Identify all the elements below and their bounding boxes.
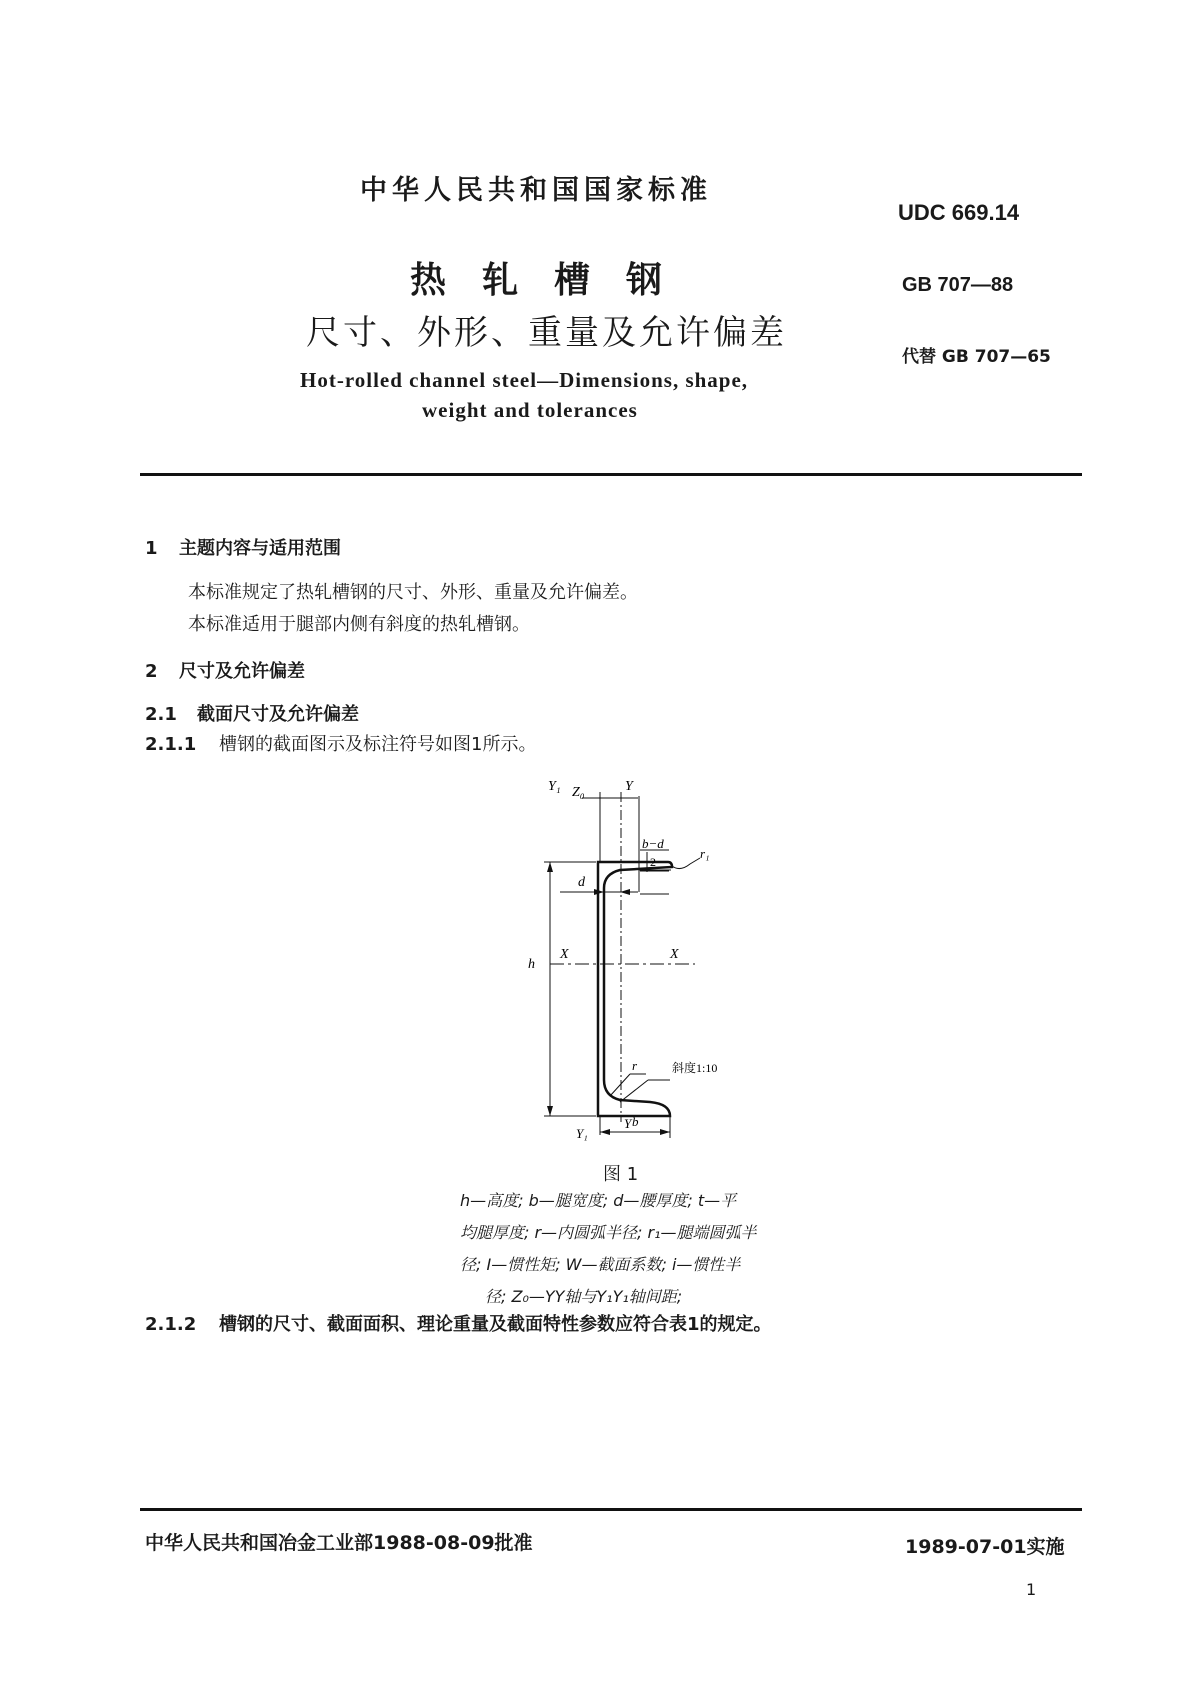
label-b: b: [632, 1114, 639, 1129]
r-leader: [610, 1074, 630, 1096]
section-2-1-2-paragraph: [145, 1310, 772, 1336]
label-r1: r₁: [700, 846, 710, 861]
section-2-1-1-text: 槽钢的截面图示及标注符号如图1所示。: [219, 734, 537, 755]
label-z0: Z₀: [572, 785, 585, 800]
section-2-1-title: 截面尺寸及允许偏差: [197, 704, 359, 725]
figure-legend-line-4: 径; Z₀—YY轴与Y₁Y₁轴间距;: [485, 1287, 683, 1306]
label-y1-bottom: Y₁: [576, 1126, 588, 1141]
section-1-paragraph-2: 本标准适用于腿部内侧有斜度的热轧槽钢。: [188, 614, 530, 635]
channel-section-figure: [520, 780, 760, 1142]
slope-leader: [620, 1080, 648, 1102]
section-1-heading: [145, 534, 341, 560]
label-y-bottom: Y: [624, 1116, 632, 1131]
label-h: h: [528, 957, 535, 972]
section-2-title: 尺寸及允许偏差: [179, 661, 305, 682]
section-2-heading: [145, 657, 305, 683]
udc-code: UDC 669.14: [898, 200, 1020, 225]
header-divider: [140, 473, 1082, 476]
figure-legend-line-1: h—高度; b—腿宽度; d—腰厚度; t—平: [460, 1191, 737, 1210]
label-y-top: Y: [625, 780, 633, 794]
title-cn-line-2: 尺寸、外形、重量及允许偏差: [306, 313, 787, 353]
label-slope: 斜度1:10: [672, 1061, 718, 1075]
figure-legend-line-2: 均腿厚度; r—内圆弧半径; r₁—腿端圆弧半: [460, 1223, 757, 1242]
title-en-line-1: Hot-rolled channel steel—Dimensions, shape,: [300, 368, 749, 392]
standard-number: GB 707—88: [902, 274, 1014, 296]
figure-legend-line-3: 径; I—惯性矩; W—截面系数; i—惯性半: [460, 1255, 741, 1274]
label-x-left: X: [560, 947, 569, 962]
section-1-paragraph-1: 本标准规定了热轧槽钢的尺寸、外形、重量及允许偏差。: [188, 582, 638, 603]
label-two: 2: [650, 855, 656, 869]
section-2-1-1-paragraph: [145, 730, 536, 756]
section-2-1-1-number: 2.1.1: [145, 734, 197, 755]
section-1-number: 1: [145, 538, 158, 559]
approval-note: 中华人民共和国冶金工业部1988-08-09批准: [145, 1532, 533, 1554]
channel-outline: [598, 862, 672, 1116]
label-y1-top: Y₁: [548, 780, 561, 794]
section-2-1-2-number: 2.1.2: [145, 1314, 197, 1335]
national-standard-heading: 中华人民共和国国家标准: [360, 175, 712, 206]
label-b-minus-d: b−d: [642, 836, 664, 851]
label-r: r: [632, 1058, 638, 1073]
r1-leader: [672, 858, 700, 869]
section-2-number: 2: [145, 661, 158, 682]
page-number: 1: [1026, 1580, 1037, 1599]
section-2-1-heading: [145, 700, 359, 726]
title-en-line-2: weight and tolerances: [422, 398, 638, 422]
footer-divider: [140, 1508, 1082, 1511]
label-x-right: X: [670, 947, 679, 962]
section-2-1-2-text: 槽钢的尺寸、截面面积、理论重量及截面特性参数应符合表1的规定。: [219, 1314, 772, 1335]
replaces-standard: 代替 GB 707—65: [902, 347, 1051, 367]
figure-caption: 图 1: [603, 1164, 639, 1185]
effective-date: 1989-07-01实施: [905, 1536, 1065, 1558]
section-2-1-number: 2.1: [145, 704, 177, 725]
section-1-title: 主题内容与适用范围: [179, 538, 341, 559]
title-cn-line-1: 热轧槽钢: [410, 260, 699, 301]
label-d: d: [578, 875, 585, 890]
